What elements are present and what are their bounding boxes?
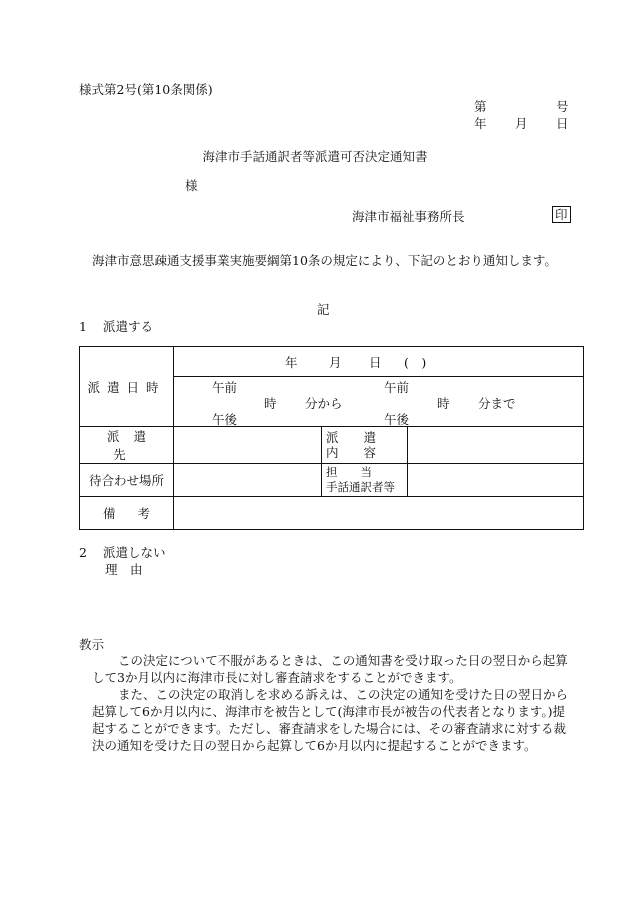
interpreter-label-line1: 担 当 — [326, 465, 372, 479]
section2-label: 派遣しない — [102, 545, 166, 560]
remarks-label: 備考 — [102, 506, 172, 521]
notice-paragraph-2: また、この決定の取消しを求める訴えは、この決定の通知を受けた日の翌日から起算して6か月以内に、海津市を被告として(海津市長が被告の代表者となります。)提起することができます。ただし、審査請求をした場合には、その審査請求に対する裁決の通知を受けた日の翌日から起算して6か月以内に提起することができます。 — [92, 687, 569, 753]
start-pm: 午後 — [212, 412, 238, 427]
datetime-label-cell — [80, 347, 174, 427]
interpreter-label-cell — [322, 464, 408, 497]
destination-value-cell — [174, 427, 322, 464]
recipient-suffix: 様 — [185, 178, 198, 193]
end-minute-until: 分まで — [478, 396, 516, 411]
notice-paragraph-1: この決定について不服があるときは、この通知書を受け取った日の翌日から起算して3か月以内に海津市長に対し審査請求をすることができます。 — [92, 653, 568, 685]
interpreter-value-cell — [408, 464, 584, 497]
date-day-label: 日 — [369, 355, 382, 370]
date-cell — [174, 347, 584, 377]
remarks-value-cell — [174, 497, 584, 530]
start-hour: 時 — [264, 396, 277, 411]
date-year: 年 — [474, 116, 487, 131]
form-number: 様式第2号(第10条関係) — [79, 82, 213, 97]
meeting-label-cell — [80, 464, 174, 497]
start-minute-from: 分から — [305, 396, 343, 411]
section2-reason: 理 由 — [105, 562, 143, 577]
ki-mark: 記 — [317, 302, 330, 317]
interpreter-label-line2: 手話通訳者等 — [326, 480, 395, 494]
end-hour: 時 — [437, 396, 450, 411]
date-year-label: 年 — [285, 355, 298, 370]
section1-heading — [79, 317, 153, 335]
section1-number: 1 — [79, 319, 87, 334]
content-label-line2: 内 容 — [326, 445, 377, 460]
content-label-line1: 派 遣 — [326, 430, 377, 445]
notice-heading: 教示 — [79, 637, 105, 652]
time-cell — [174, 377, 584, 427]
end-pm: 午後 — [384, 412, 410, 427]
meeting-value-cell — [174, 464, 322, 497]
intro-paragraph: 海津市意思疎通支援事業実施要綱第10条の規定により、下記のとおり通知します。 — [92, 253, 557, 268]
section1-label: 派遣する — [102, 319, 153, 334]
number-suffix: 号 — [556, 99, 569, 114]
section2-heading — [79, 543, 165, 561]
sender-name: 海津市福祉事務所長 — [352, 209, 465, 224]
content-label-cell — [322, 427, 408, 464]
end-am: 午前 — [384, 380, 410, 395]
dispatch-table — [79, 346, 584, 530]
date-weekday-paren: ( ) — [404, 355, 427, 370]
section2-number: 2 — [79, 545, 87, 560]
start-am: 午前 — [212, 380, 238, 395]
document-title: 海津市手話通訳者等派遣可否決定通知書 — [202, 149, 428, 164]
seal-label: 印 — [552, 206, 571, 223]
content-value-cell — [408, 427, 584, 464]
destination-label: 派遣先 — [106, 429, 160, 462]
number-prefix: 第 — [474, 99, 487, 114]
date-month: 月 — [515, 116, 528, 131]
date-month-label: 月 — [329, 355, 342, 370]
date-day: 日 — [556, 116, 569, 131]
meeting-label: 待合わせ場所 — [88, 473, 164, 488]
destination-label-cell — [80, 427, 174, 464]
datetime-label: 派遣日時 — [87, 379, 166, 395]
seal-mark — [552, 206, 571, 223]
remarks-label-cell — [80, 497, 174, 530]
